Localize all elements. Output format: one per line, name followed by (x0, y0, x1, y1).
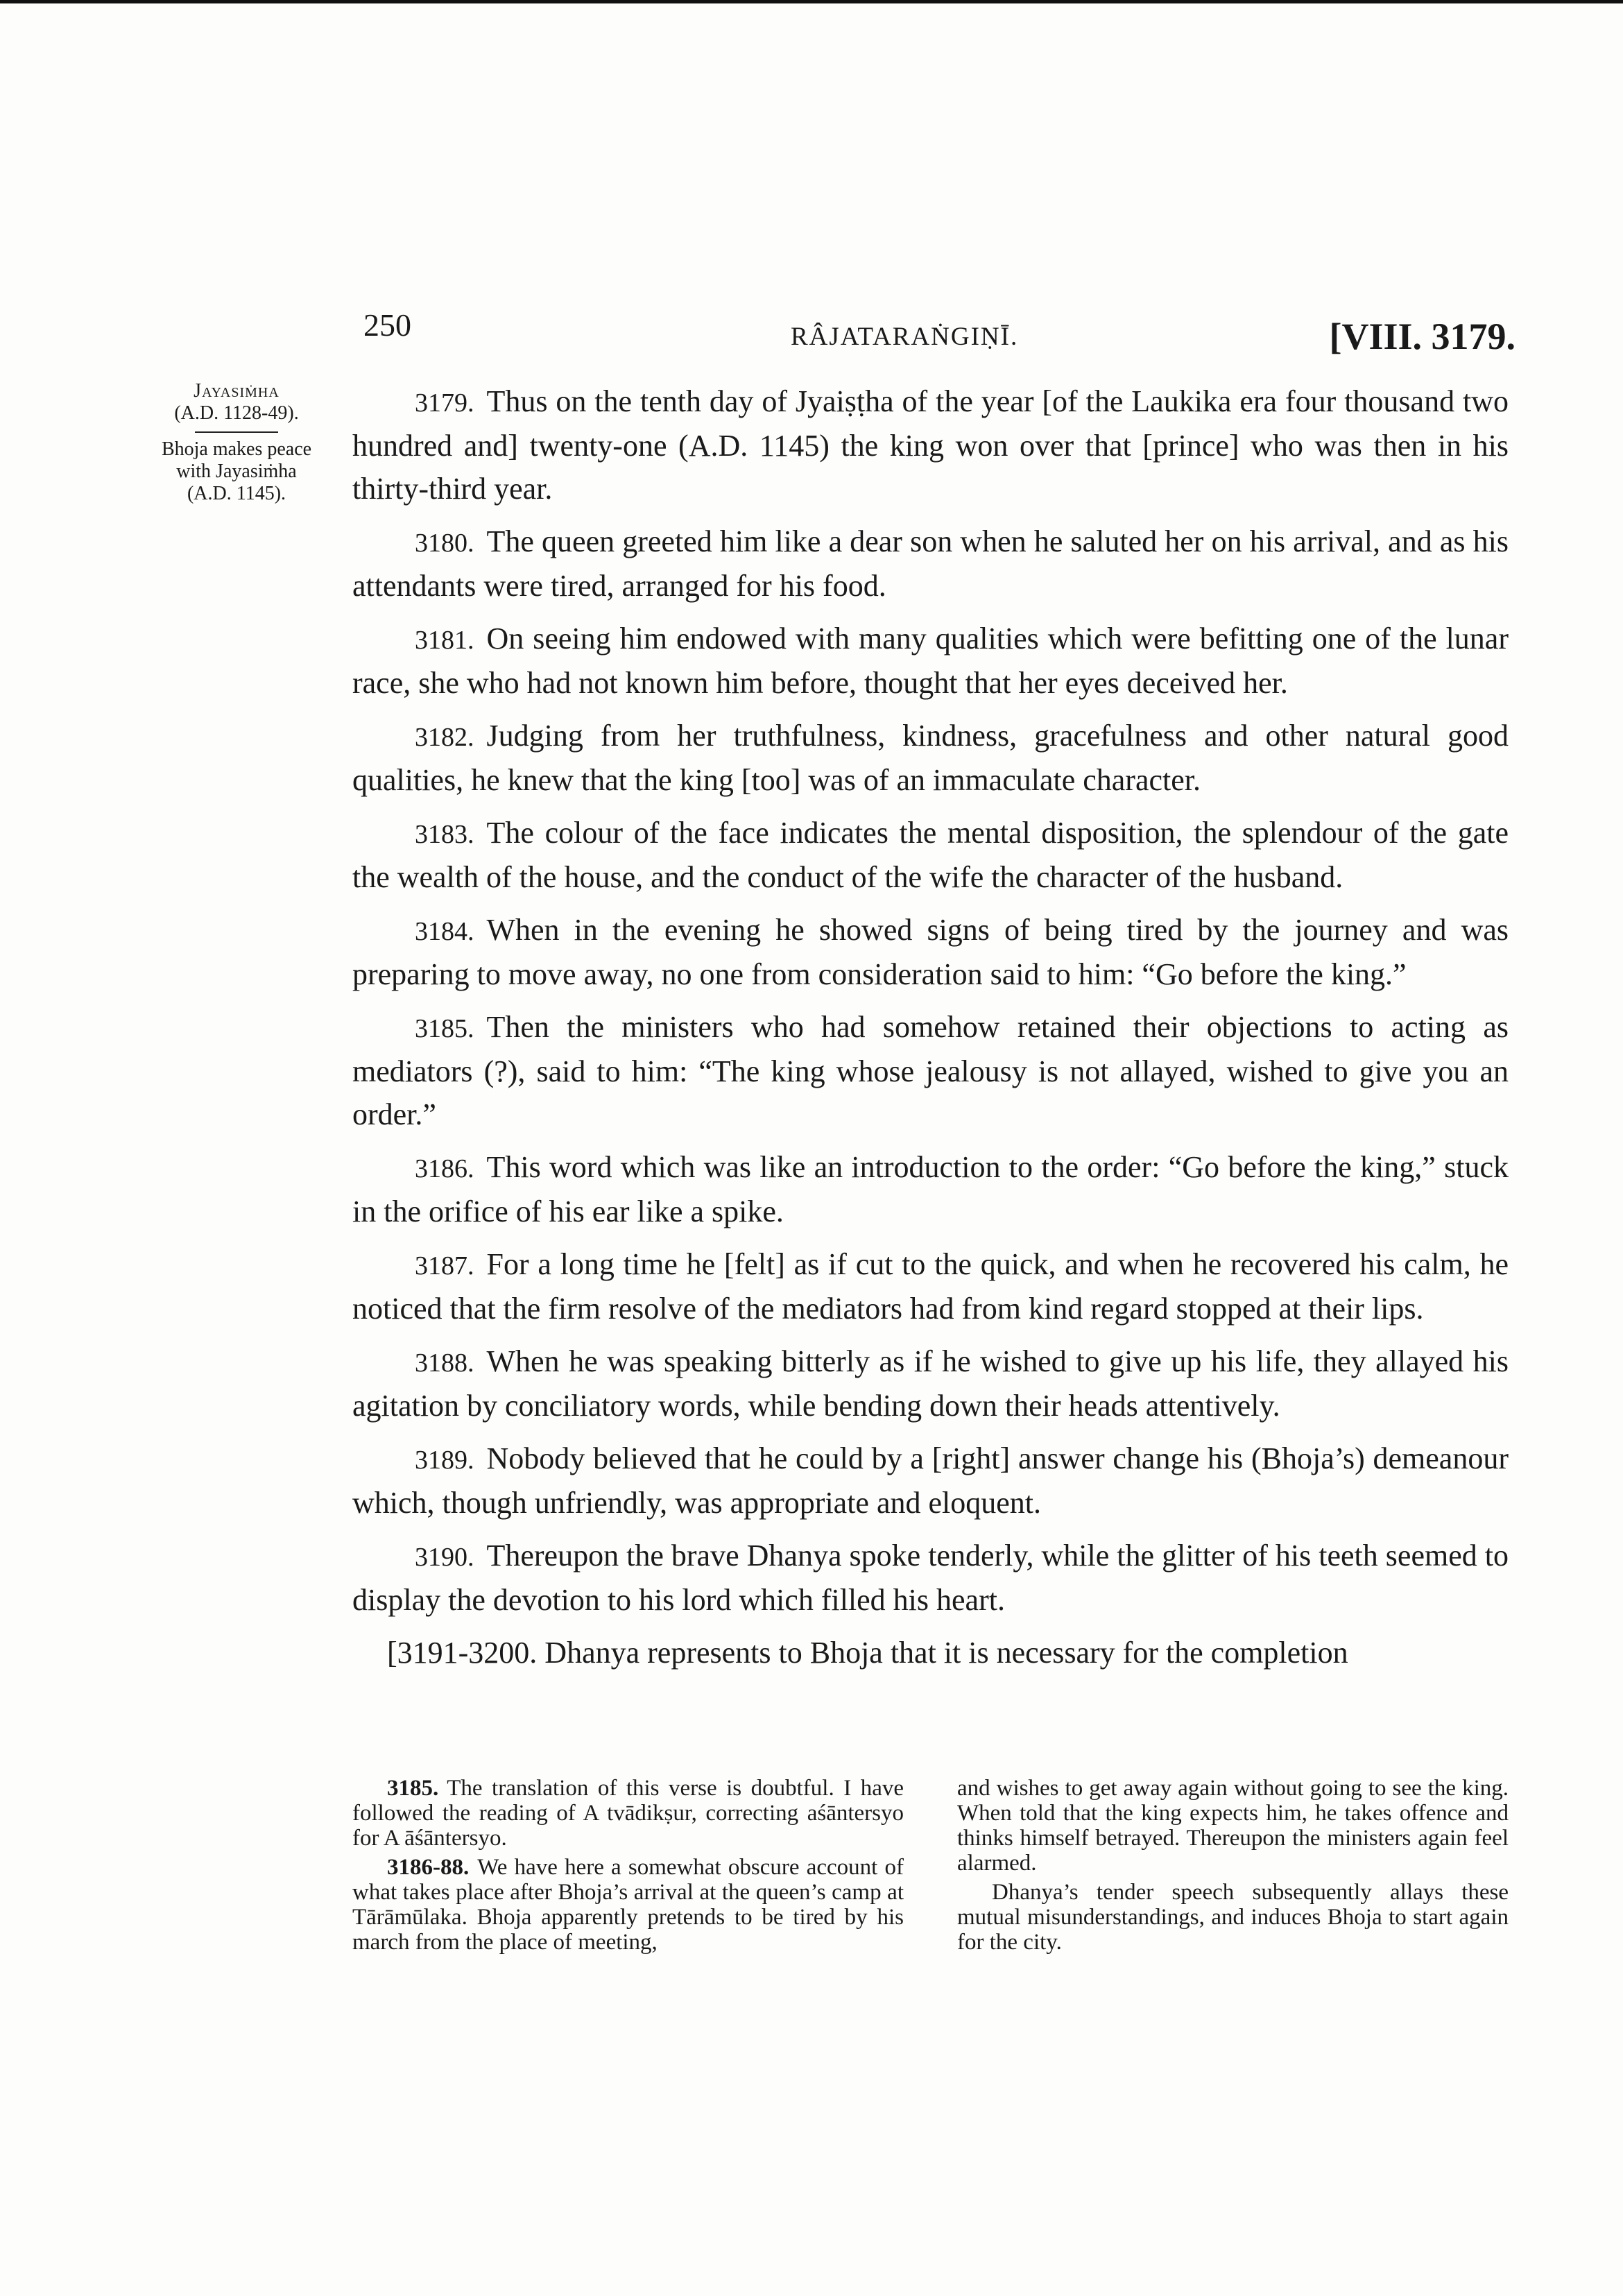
verse (352, 1437, 1509, 1525)
footnote (352, 1855, 904, 1955)
verse (352, 617, 1509, 705)
verse (352, 909, 1509, 996)
verse-number: 3188. (415, 1348, 474, 1378)
footnote-number: 3186-88. (387, 1855, 470, 1880)
verse-number: 3180. (415, 529, 474, 558)
verse-number: 3184. (415, 917, 474, 946)
verse-number: 3187. (415, 1251, 474, 1280)
top-border (0, 0, 1623, 3)
verse (352, 520, 1509, 608)
verse-text: Thus on the tenth day of Jyaiṣṭha of the year [of the Laukika era four thousand two hundred and] twenty-one (A.D. 1145) the king won over that [prince] who was then in his thirty-third year. (352, 384, 1509, 506)
verse-number: 3182. (415, 723, 474, 752)
verse-number: 3185. (415, 1014, 474, 1043)
footnote-continuation: and wishes to get away again without going to see the king. When told that the king expects him, he takes offence and thinks himself betrayed. Thereupon the ministers again feel alarmed. (957, 1776, 1509, 1876)
verse-text: When in the evening he showed signs of being tired by the journey and was preparing to move away, no one from consideration said to him: “Go before the king.” (352, 913, 1509, 991)
verse-number: 3190. (415, 1543, 474, 1572)
footnote-text: The translation of this verse is doubtful. I have followed the reading of A tvādikṣur, correcting aśāntersyo for A āśāntersyo. (352, 1776, 904, 1851)
verse (352, 380, 1509, 511)
margin-note-line: (A.D. 1145). (187, 483, 286, 504)
margin-king: Jayasiṁha (194, 380, 280, 402)
section-reference: [VIII. 3179. (1329, 316, 1515, 357)
verse (352, 1340, 1509, 1428)
verse-text: When he was speaking bitterly as if he wished to give up his life, they allayed his agitation by conciliatory words, while bending down their heads attentively. (352, 1344, 1509, 1423)
verse-text: Nobody believed that he could by a [right] answer change his (Bhoja’s) demeanour which, though unfriendly, was appropriate and eloquent. (352, 1441, 1509, 1520)
margin-rule (195, 431, 278, 433)
margin-note-line: with Jayasiṁha (176, 461, 297, 482)
verse-text: The queen greeted him like a dear son when he saluted her on his arrival, and as his attendants were tired, arranged for his food. (352, 524, 1509, 603)
verse-text: Judging from her truthfulness, kindness, gracefulness and other natural good qualities, he knew that the king [too] was of an immaculate character. (352, 719, 1509, 797)
verse-body (352, 380, 1509, 1674)
footnote (352, 1776, 904, 1851)
verse-text: For a long time he [felt] as if cut to the quick, and when he recovered his calm, he noticed that the firm resolve of the mediators had from kind regard stopped at their lips. (352, 1247, 1509, 1326)
verse-text: Thereupon the brave Dhanya spoke tenderly, while the glitter of his teeth seemed to display the devotion to his lord which filled his heart. (352, 1539, 1509, 1617)
verse-number: 3179. (415, 388, 474, 418)
verse-text: On seeing him endowed with many qualities which were befitting one of the lunar race, she who had not known him before, thought that her eyes deceived her. (352, 622, 1509, 700)
summary-continuation: [3191-3200. Dhanya represents to Bhoja that it is necessary for the completion (387, 1636, 1348, 1670)
margin-king-years: (A.D. 1128-49). (174, 402, 299, 424)
verse (352, 1146, 1509, 1233)
footnote-number: 3185. (387, 1776, 439, 1801)
footnote-text: We have here a somewhat obscure account of what takes place after Bhoja’s arrival at the queen’s camp at Tārāmūlaka. Bhoja apparently pretends to be tired by his march from the place of meeting, (352, 1855, 904, 1955)
verse (352, 1243, 1509, 1330)
margin-notes (136, 380, 337, 505)
page-header (361, 307, 1515, 362)
footnotes-right-column (957, 1776, 1509, 1959)
verse-number: 3183. (415, 820, 474, 849)
verse-number: 3189. (415, 1446, 474, 1475)
verse-number: 3181. (415, 626, 474, 655)
verse (352, 1006, 1509, 1136)
margin-note-line: Bhoja makes peace (161, 438, 312, 460)
verse (352, 1534, 1509, 1622)
footnotes (352, 1776, 1509, 1959)
footnotes-left-column (352, 1776, 904, 1959)
verse-text: This word which was like an introduction to the order: “Go before the king,” stuck in the orifice of his ear like a spike. (352, 1150, 1509, 1228)
verse-text: Then the ministers who had somehow retained their objections to acting as mediators (?), said to him: “The king whose jealousy is not allayed, wished to give you an order.” (352, 1010, 1509, 1131)
verse (352, 714, 1509, 802)
footnote: Dhanya’s tender speech subsequently allays these mutual misunderstandings, and induces Bhoja to start again for the city. (957, 1880, 1509, 1955)
verse-number: 3186. (415, 1154, 474, 1183)
running-title: RÂJATARAṄGIṆĪ. (791, 323, 1019, 351)
page-number: 250 (363, 307, 411, 343)
verse (352, 812, 1509, 899)
verse-text: The colour of the face indicates the mental disposition, the splendour of the gate the wealth of the house, and the conduct of the wife the character of the husband. (352, 816, 1509, 894)
